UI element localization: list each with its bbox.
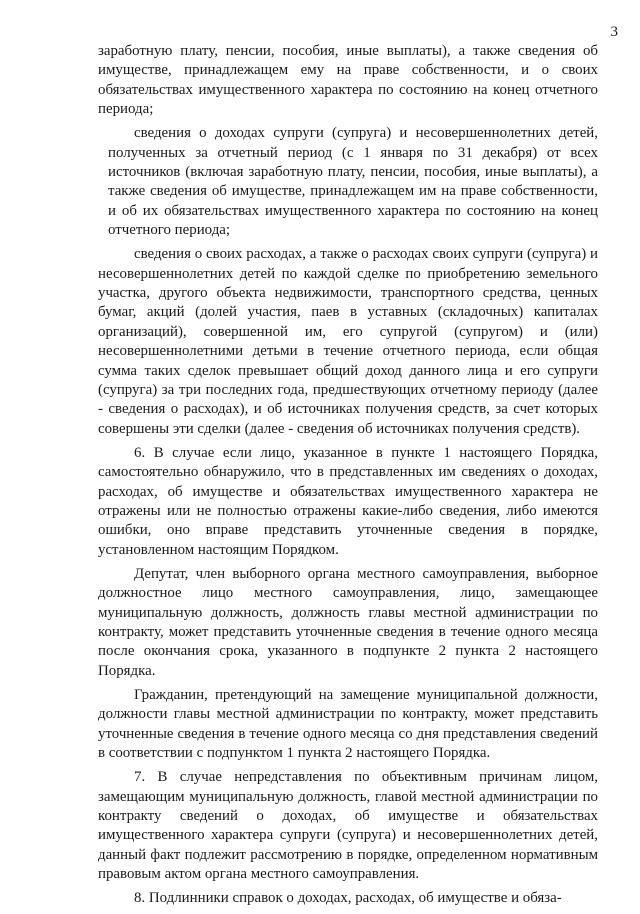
paragraph-expenses: сведения о своих расходах, а также о расходах своих супруги (супруга) и несовершеннолетних детей по каждой сделке по приобретению земельного участка, другого объекта недвижимости, транспортного средства, ценных бумаг, акций (долей участия, паев в уставных (складочных) капиталах организаций), совершенной им, его супругой (супругом) и (или) несовершеннолетними детьми в течение отчетного периода, если общая сумма таких сделок превышает общий доход данного лица и его супруги (супруга) за три последних года, предшествующих отчетному периоду (далее - сведения о расходах), и об источниках получения средств, за счет которых совершены эти сделки (далее - сведения об источниках получения средств). (98, 246, 598, 437)
paragraph-item-6: 6. В случае если лицо, указанное в пункте 1 настоящего Порядка, самостоятельно обнаружило, что в представленных им сведениях о доходах, расходах, об имуществе и обязательствах имущественного характера не отражены или не полностью отражены какие-либо сведения, либо имеются ошибки, оно вправе представить уточненные сведения в порядке, установленном настоящим Порядком. (98, 444, 598, 558)
paragraph-citizen: Гражданин, претендующий на замещение муниципальной должности, должности главы местной администрации по контракту, может представить уточненные сведения в течение одного месяца со дня представления сведений в соответствии с подпунктом 1 пункта 2 настоящего Порядка. (98, 687, 598, 762)
paragraph-continuation: заработную плату, пенсии, пособия, иные выплаты), а также сведения об имуществе, принадлежащем ему на праве собственности, и о своих обязательствах имущественного характера по состоянию на конец отчетного периода; (98, 43, 598, 118)
paragraph-item-8: 8. Подлинники справок о доходах, расходах, об имуществе и обяза- (134, 890, 562, 907)
paragraph-item-7: 7. В случае непредставления по объективным причинам лицом, замещающим муниципальную должность, главой местной администрации по контракту сведений о доходах, об имуществе и обязательствах имущественного характера супруги (супруга) и несовершеннолетних детей, данный факт подлежит рассмотрению в порядке, определенном нормативным правовым актом органа местного самоуправления. (98, 769, 598, 883)
document-body (98, 42, 598, 914)
paragraph-spouse-income: сведения о доходах супруги (супруга) и несовершеннолетних детей, полученных за отчетный период (с 1 января по 31 декабря) от всех источников (включая заработную плату, пенсии, пособия, иные выплаты), а также сведения об имуществе, принадлежащем им на праве собственности, и об их обязательствах имущественного характера по состоянию на конец отчетного периода; (108, 125, 598, 239)
page-number: 3 (610, 24, 618, 40)
paragraph-deputy: Депутат, член выборного органа местного самоуправления, выборное должностное лицо местного самоуправления, лицо, замещающее муниципальную должность, должность главы местной администрации по контракту, может представить уточненные сведения в течение одного месяца после окончания срока, указанного в подпункте 2 пункта 2 настоящего Порядка. (98, 565, 598, 679)
